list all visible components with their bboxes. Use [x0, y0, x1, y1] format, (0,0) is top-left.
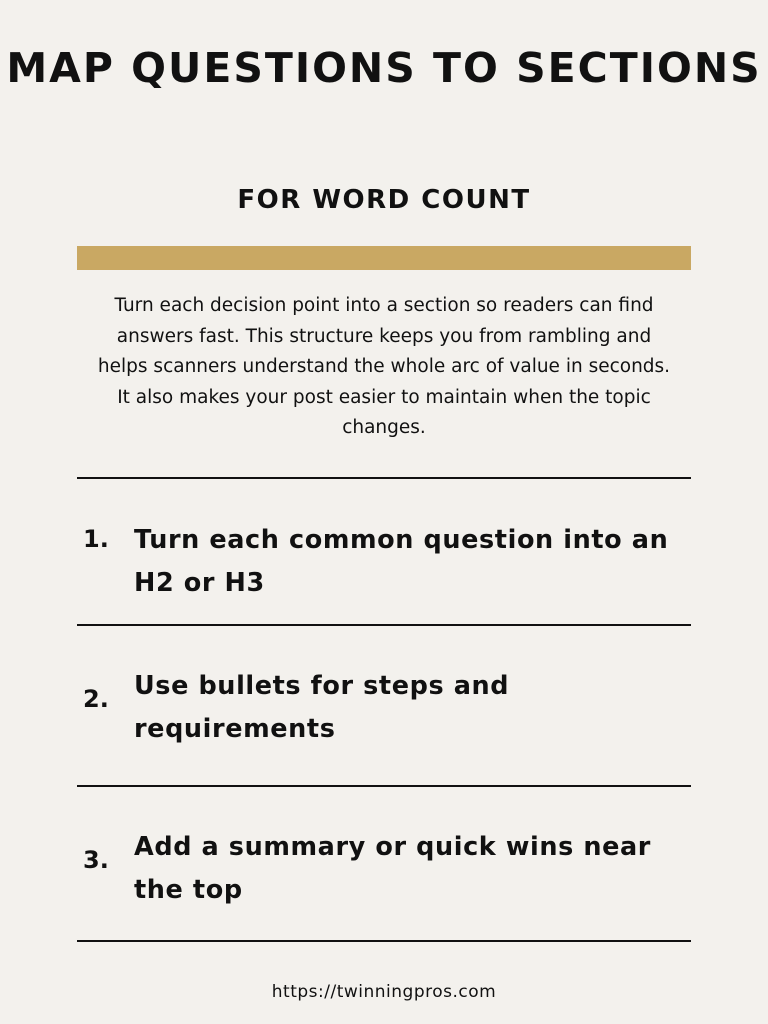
page-title: MAP QUESTIONS TO SECTIONS — [6, 44, 762, 92]
divider — [77, 624, 691, 626]
accent-bar — [77, 246, 691, 270]
list-item-text: Turn each common question into an H2 or H3 — [134, 525, 669, 598]
intro-paragraph: Turn each decision point into a section so readers can find answers fast. This structure keeps you from rambling and helps scanners understand the whole arc of value in seconds. It also makes your post easier to maintain when the topic changes. — [97, 295, 671, 438]
divider — [77, 477, 691, 479]
list-item-number: 1. — [83, 525, 109, 553]
list-item-number: 2. — [83, 685, 109, 713]
divider — [77, 940, 691, 942]
list-item-number: 3. — [83, 846, 109, 874]
list-item-text: Use bullets for steps and requirements — [134, 671, 510, 744]
page-subtitle: FOR WORD COUNT — [237, 185, 531, 215]
divider — [77, 785, 691, 787]
footer-url[interactable]: https://twinningpros.com — [271, 982, 497, 1002]
list-item-text: Add a summary or quick wins near the top — [134, 832, 651, 905]
